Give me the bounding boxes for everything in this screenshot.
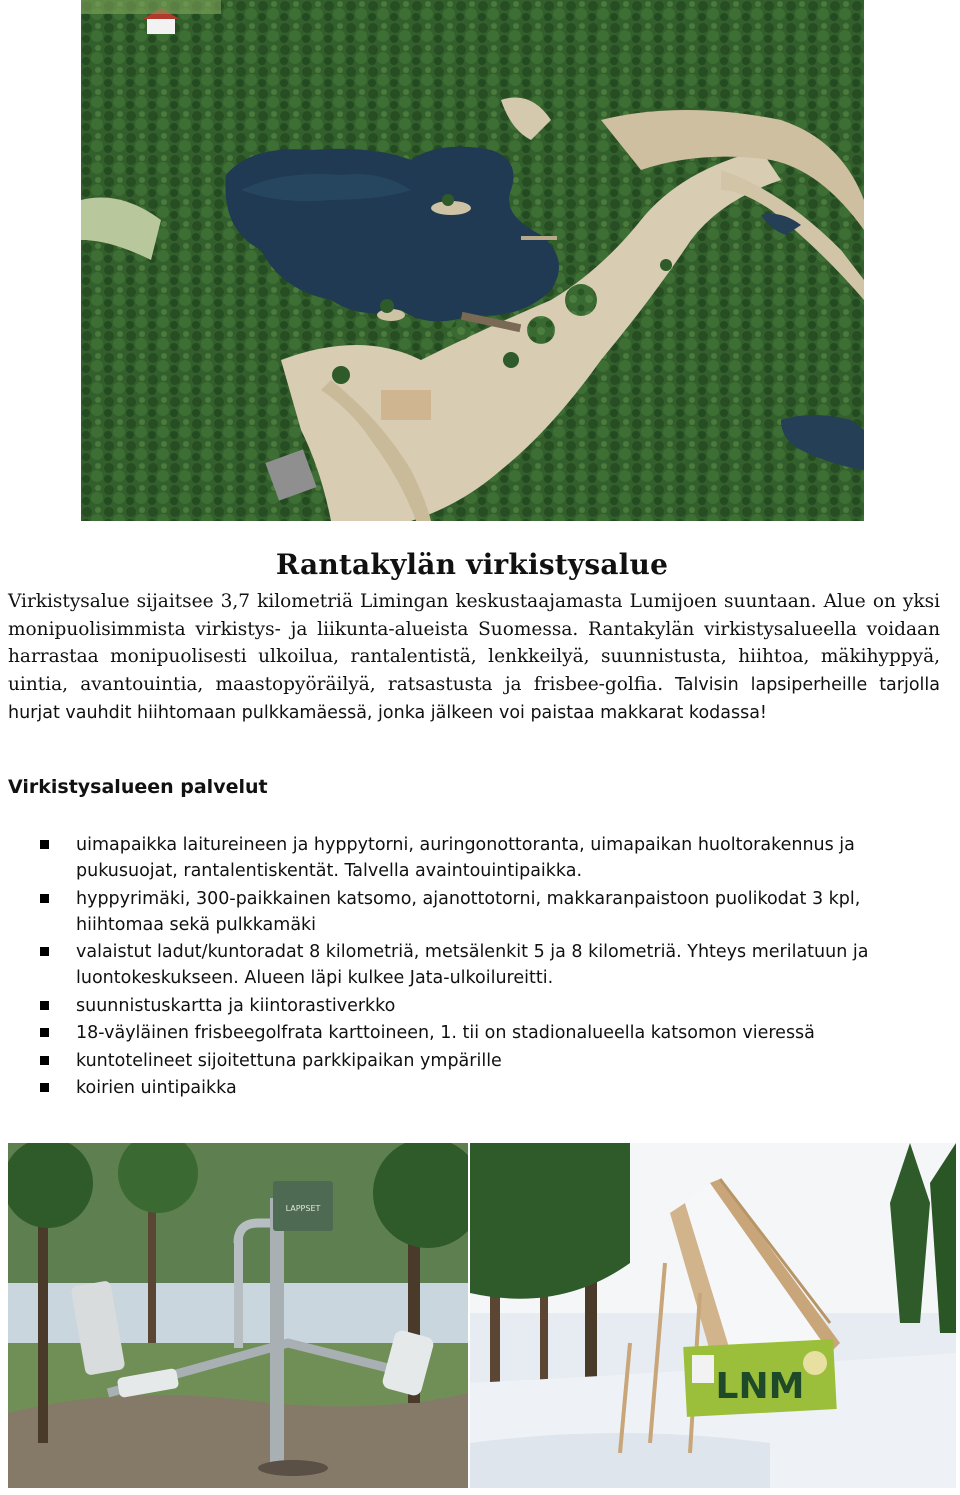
outdoor-gym-photo xyxy=(8,1143,468,1488)
services-heading: Virkistysalueen palvelut xyxy=(8,776,268,798)
page-title: Rantakylän virkistysalue xyxy=(275,548,669,581)
list-item: suunnistuskartta ja kiintorastiverkko xyxy=(40,993,932,1019)
square-bullet-icon xyxy=(40,840,49,849)
square-bullet-icon xyxy=(40,894,49,903)
list-item: kuntotelineet sijoitettuna parkkipaikan ympärille xyxy=(40,1048,932,1074)
list-item: koirien uintipaikka xyxy=(40,1075,932,1101)
list-item: 18-väyläinen frisbeegolfrata karttoineen, 1. tii on stadionalueella katsomon vieressä xyxy=(40,1020,932,1046)
list-item: valaistut ladut/kuntoradat 8 kilometriä, metsälenkit 5 ja 8 kilometriä. Yhteys merilatuun ja luontokeskukseen. Alueen läpi kulkee Jata-ulkoilureitti. xyxy=(40,939,932,991)
intro-text: Virkistysalue sijaitsee 3,7 kilometriä Limingan keskustaajamasta Lumijoen suuntaan. Alue on yksi monipuolisimmista virkistys- ja liikunta-alueista Suomessa. Rantakylän virkistysalueella voidaan harrastaa monipuolisesti ulkoilua, rantalentistä, lenkkeilyä, suunnistusta, hiihtoa, mäkihyppyä, uintia, avantouintia, maastopyöräilyä, ratsastusta ja frisbee-golfia. xyxy=(8,591,940,695)
ski-jump-photo xyxy=(470,1143,956,1488)
square-bullet-icon xyxy=(40,947,49,956)
services-list xyxy=(40,832,932,1103)
lnm-sign-text: LNM xyxy=(715,1366,805,1407)
intro-paragraph xyxy=(8,588,940,728)
square-bullet-icon xyxy=(40,1083,49,1092)
aerial-photo xyxy=(81,0,864,521)
square-bullet-icon xyxy=(40,1001,49,1010)
square-bullet-icon xyxy=(40,1056,49,1065)
list-item: hyppyrimäki, 300-paikkainen katsomo, ajanottotorni, makkaranpaistoon puolikodat 3 kpl, hiihtomaa sekä pulkkamäki xyxy=(40,886,932,938)
square-bullet-icon xyxy=(40,1028,49,1037)
list-item: uimapaikka laitureineen ja hyppytorni, auringonottoranta, uimapaikan huoltorakennus ja pukusuojat, rantalentiskentät. Talvella avaintouintipaikka. xyxy=(40,832,932,884)
intro-winter-text: Talvisin lapsiperheille tarjolla hurjat vauhdit hiihtomaan pulkkamäessä, jonka jälkeen voi paistaa makkarat kodassa! xyxy=(8,674,940,723)
equipment-sign-text: LAPPSET xyxy=(285,1204,321,1213)
